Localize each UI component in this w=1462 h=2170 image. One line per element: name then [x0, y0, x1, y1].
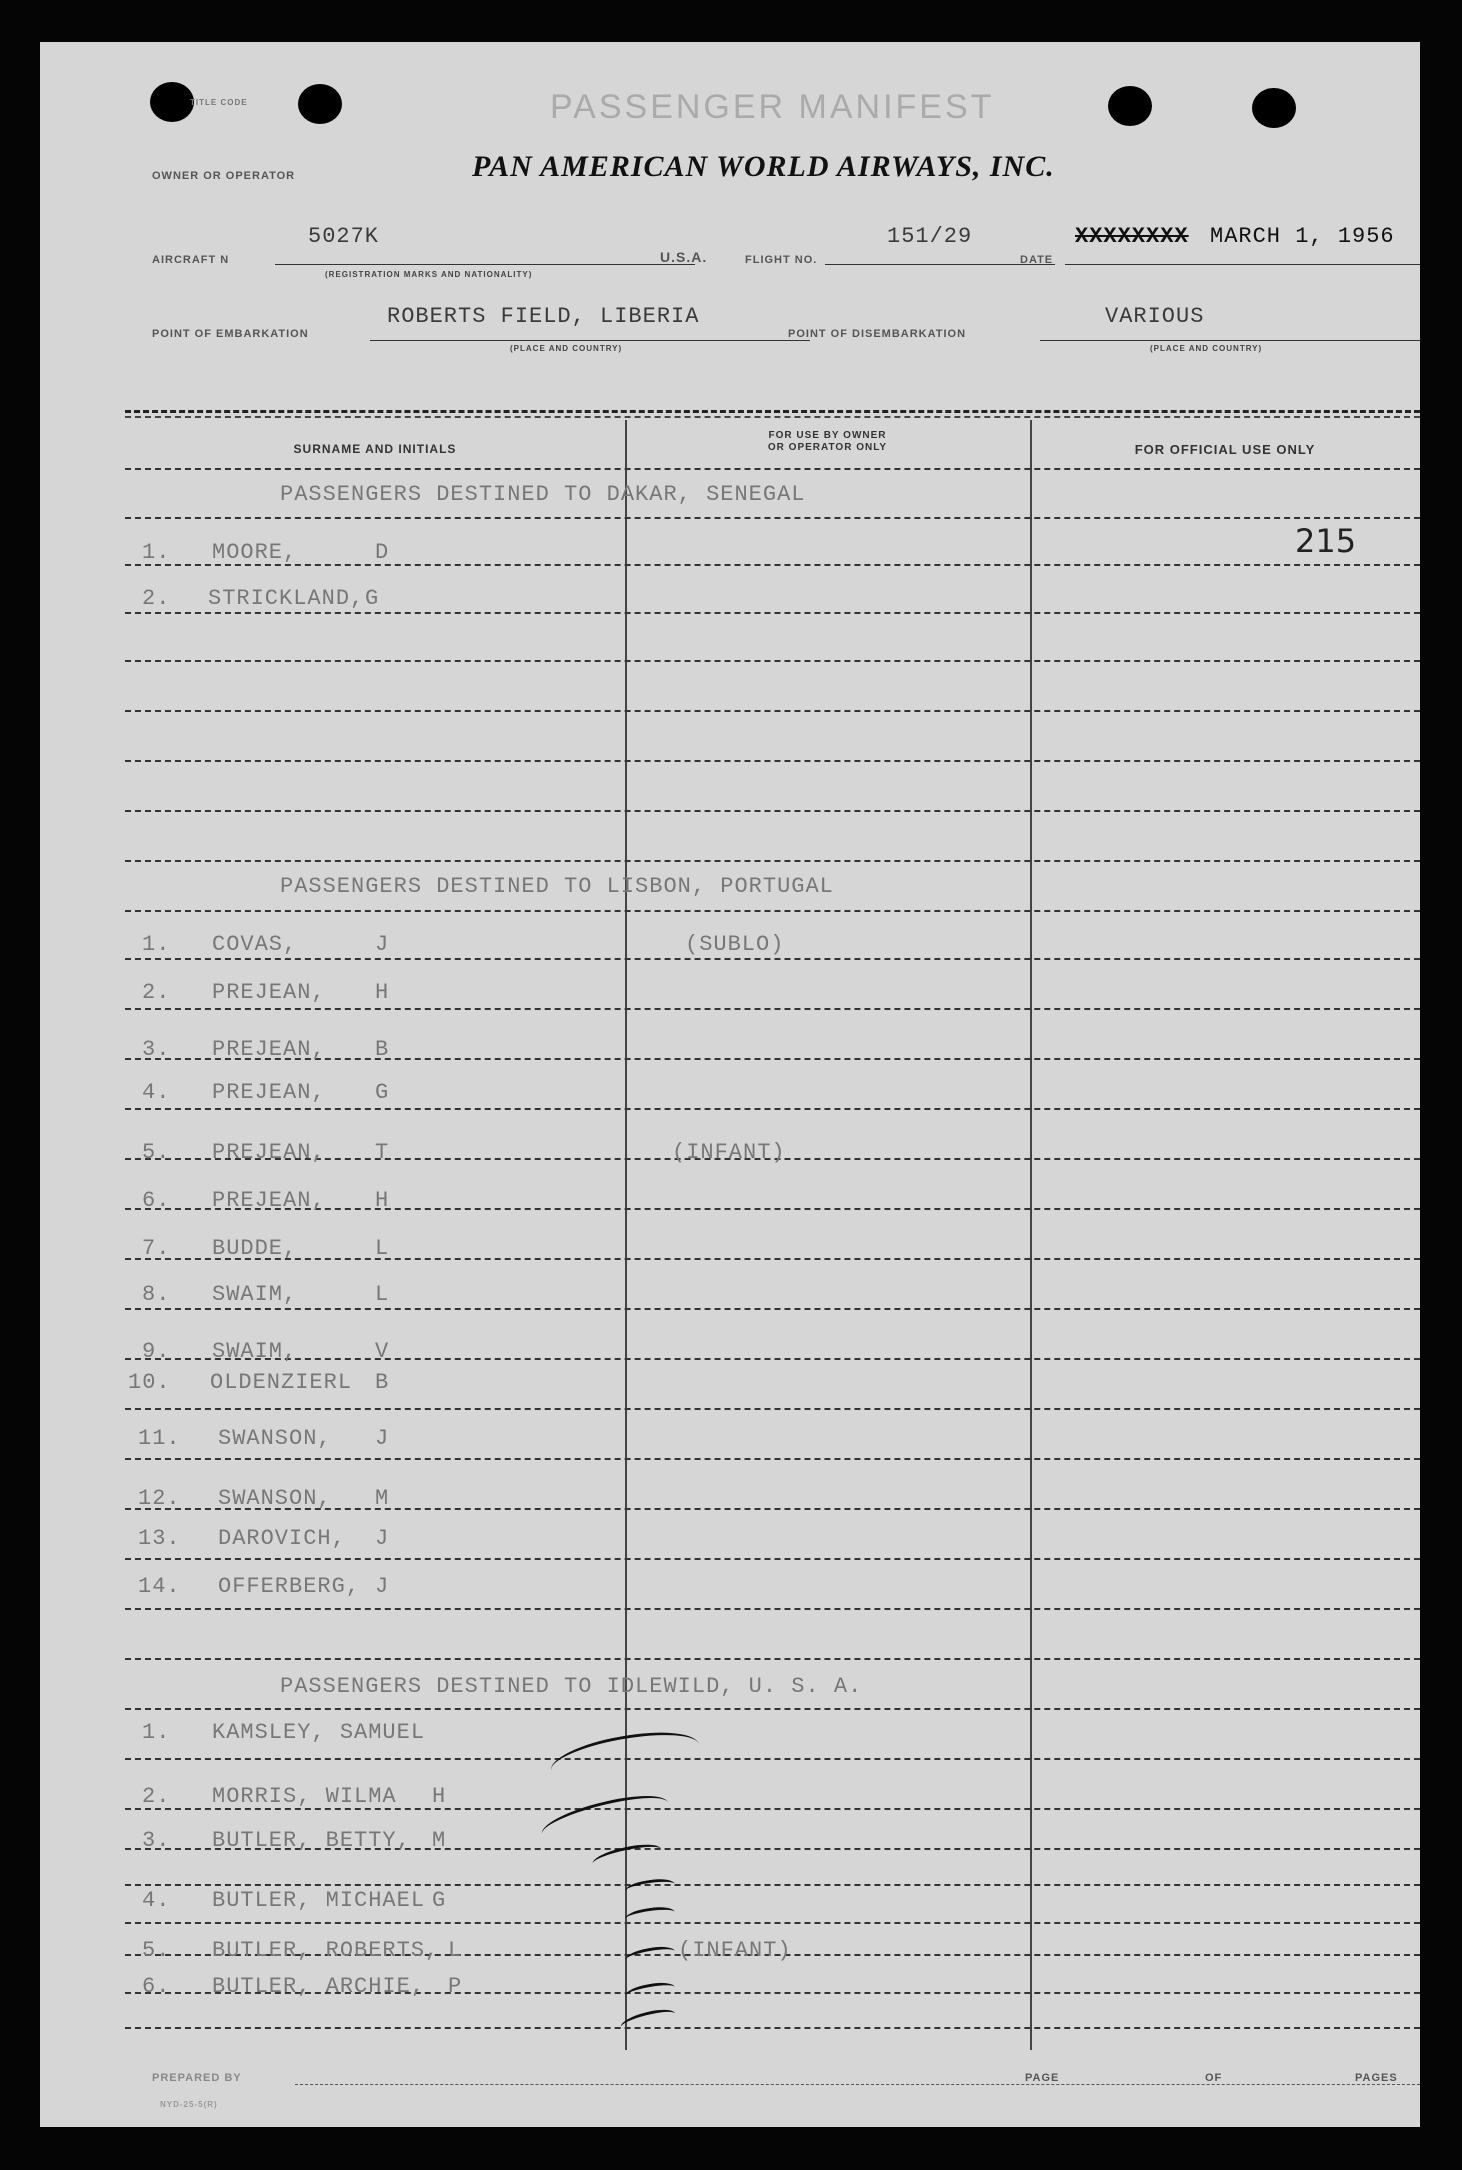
form-code: NYD-25-5(R)	[160, 2100, 218, 2109]
owner-name: PAN AMERICAN WORLD AIRWAYS, INC.	[472, 150, 1055, 183]
ruled-line	[125, 860, 1420, 862]
aircraft-underline	[275, 264, 695, 265]
passenger-num: 14.	[138, 1574, 181, 1599]
handwritten-check-mark	[591, 1840, 663, 1873]
passenger-num: 5.	[142, 1938, 171, 1963]
passenger-surname: STRICKLAND,	[208, 586, 365, 611]
punch-hole	[150, 82, 194, 122]
passenger-surname: SWAIM,	[212, 1339, 298, 1364]
embark-value: ROBERTS FIELD, LIBERIA	[387, 304, 700, 329]
passenger-surname: PREJEAN,	[212, 1080, 326, 1105]
ruled-line	[125, 810, 1420, 812]
passenger-initial: L	[448, 1938, 463, 1963]
passenger-num: 5.	[142, 1140, 171, 1165]
embark-note: (PLACE AND COUNTRY)	[510, 344, 623, 353]
passenger-initial: P	[448, 1974, 463, 1999]
page-label: PAGE	[1025, 2072, 1060, 2084]
ruled-line	[125, 1008, 1420, 1010]
disembark-underline	[1040, 340, 1420, 341]
section-heading-dakar: PASSENGERS DESTINED TO DAKAR, SENEGAL	[280, 482, 806, 507]
pages-label: PAGES	[1355, 2072, 1398, 2084]
ruled-line	[125, 517, 1420, 519]
passenger-num: 4.	[142, 1080, 171, 1105]
passenger-initial: H	[432, 1784, 447, 1809]
ruled-line	[125, 1458, 1420, 1460]
col-header-official: FOR OFFICIAL USE ONLY	[1134, 442, 1316, 457]
col-header-owner-2: OR OPERATOR ONLY	[767, 442, 888, 453]
passenger-num: 2.	[142, 586, 171, 611]
punch-hole	[1108, 86, 1152, 126]
passenger-num: 3.	[142, 1828, 171, 1853]
disembark-value: VARIOUS	[1105, 304, 1205, 329]
passenger-initial: G	[432, 1888, 447, 1913]
punch-hole	[1252, 88, 1296, 128]
ruled-line	[125, 1558, 1420, 1560]
section-heading-lisbon: PASSENGERS DESTINED TO LISBON, PORTUGAL	[280, 874, 834, 899]
ruled-line	[125, 1258, 1420, 1260]
handwritten-check-mark	[624, 1980, 676, 2003]
passenger-num: 4.	[142, 1888, 171, 1913]
handwritten-check-mark	[538, 1787, 672, 1850]
embark-label: POINT OF EMBARKATION	[152, 328, 309, 340]
ruled-line	[125, 1608, 1420, 1610]
passenger-surname: BUTLER, ROBERTS,	[212, 1938, 440, 1963]
passenger-initial: L	[375, 1236, 390, 1261]
passenger-surname: PREJEAN,	[212, 1140, 326, 1165]
passenger-surname: SWAIM,	[212, 1282, 298, 1307]
manifest-date: MARCH 1, 1956	[1210, 224, 1395, 249]
passenger-num: 7.	[142, 1236, 171, 1261]
passenger-initial: J	[375, 1574, 390, 1599]
passenger-surname: PREJEAN,	[212, 1188, 326, 1213]
ruled-line	[125, 1708, 1420, 1710]
passenger-note: (SUBLO)	[685, 932, 785, 957]
table-top-rule-2	[125, 416, 1420, 418]
passenger-num: 1.	[142, 540, 171, 565]
aircraft-label: AIRCRAFT N	[152, 254, 230, 266]
passenger-initial: J	[375, 932, 390, 957]
passenger-num: 6.	[142, 1974, 171, 1999]
passenger-num: 2.	[142, 980, 171, 1005]
column-divider	[1030, 420, 1032, 2050]
footer-rule	[295, 2084, 1420, 2085]
passenger-surname: COVAS,	[212, 932, 298, 957]
date-label: DATE	[1020, 254, 1054, 266]
passenger-initial: H	[375, 1188, 390, 1213]
passenger-num: 1.	[142, 1720, 171, 1745]
passenger-num: 1.	[142, 932, 171, 957]
owner-label: OWNER OR OPERATOR	[152, 170, 296, 182]
passenger-initial: G	[365, 586, 380, 611]
passenger-initial: V	[375, 1339, 390, 1364]
official-number: 215	[1295, 522, 1357, 560]
ruled-line	[125, 1658, 1420, 1660]
ruled-line	[125, 910, 1420, 912]
col-header-owner-1: FOR USE BY OWNER	[768, 430, 887, 441]
passenger-num: 10.	[128, 1370, 171, 1395]
country-label: U.S.A.	[660, 249, 708, 265]
passenger-initial: H	[375, 980, 390, 1005]
handwritten-check-mark	[624, 1944, 676, 1967]
date-underline	[1065, 264, 1420, 265]
handwritten-check-mark	[619, 2005, 677, 2035]
ruled-line	[125, 760, 1420, 762]
ruled-line	[125, 2027, 1420, 2029]
aircraft-number: 5027K	[308, 224, 380, 249]
header-rule	[125, 468, 1420, 470]
flight-number: 151/29	[887, 224, 973, 249]
passenger-initial: B	[375, 1037, 390, 1062]
passenger-initial: J	[375, 1526, 390, 1551]
passenger-surname: BUTLER, ARCHIE,	[212, 1974, 426, 1999]
passenger-surname: SWANSON,	[218, 1486, 332, 1511]
ruled-line	[125, 1408, 1420, 1410]
ruled-line	[125, 612, 1420, 614]
passenger-num: 11.	[138, 1426, 181, 1451]
passenger-num: 13.	[138, 1526, 181, 1551]
passenger-initial: B	[375, 1370, 390, 1395]
passenger-initial: T	[375, 1140, 390, 1165]
form-title: PASSENGER MANIFEST	[550, 88, 995, 126]
passenger-surname: DAROVICH,	[218, 1526, 346, 1551]
passenger-initial: M	[432, 1828, 447, 1853]
ruled-line	[125, 1922, 1420, 1924]
ruled-line	[125, 564, 1420, 566]
disembark-note: (PLACE AND COUNTRY)	[1150, 344, 1263, 353]
passenger-surname: KAMSLEY, SAMUEL	[212, 1720, 426, 1745]
passenger-surname: MORRIS, WILMA	[212, 1784, 397, 1809]
ruled-line	[125, 1758, 1420, 1760]
passenger-num: 8.	[142, 1282, 171, 1307]
passenger-surname: OFFERBERG,	[218, 1574, 361, 1599]
passenger-num: 6.	[142, 1188, 171, 1213]
flight-label: FLIGHT NO.	[745, 254, 818, 266]
embark-underline	[370, 340, 810, 341]
passenger-surname: OLDENZIERL	[210, 1370, 353, 1395]
date-struck: XXXXXXXX	[1075, 224, 1189, 249]
ruled-line	[125, 1108, 1420, 1110]
prepared-by-label: PREPARED BY	[152, 2072, 242, 2084]
passenger-initial: M	[375, 1486, 390, 1511]
passenger-initial: G	[375, 1080, 390, 1105]
passenger-surname: BUTLER, BETTY,	[212, 1828, 411, 1853]
passenger-num: 3.	[142, 1037, 171, 1062]
manifest-paper	[40, 42, 1420, 2127]
passenger-initial: J	[375, 1426, 390, 1451]
ruled-line	[125, 1308, 1420, 1310]
section-heading-idlewild: PASSENGERS DESTINED TO IDLEWILD, U. S. A.	[280, 1674, 863, 1699]
passenger-initial: L	[375, 1282, 390, 1307]
passenger-note: (INFANT)	[672, 1140, 786, 1165]
passenger-num: 12.	[138, 1486, 181, 1511]
passenger-surname: BUDDE,	[212, 1236, 298, 1261]
faint-stamp: TITLE CODE	[190, 98, 248, 107]
punch-hole	[298, 84, 342, 124]
passenger-initial: D	[375, 540, 390, 565]
ruled-line	[125, 958, 1420, 960]
disembark-label: POINT OF DISEMBARKATION	[788, 328, 967, 340]
registration-note: (REGISTRATION MARKS AND NATIONALITY)	[325, 270, 533, 279]
passenger-num: 9.	[142, 1339, 171, 1364]
table-top-rule	[125, 410, 1420, 413]
passenger-surname: BUTLER, MICHAEL	[212, 1888, 426, 1913]
of-label: OF	[1205, 2072, 1223, 2084]
handwritten-check-mark	[624, 1877, 676, 1899]
ruled-line	[125, 660, 1420, 662]
passenger-num: 2.	[142, 1784, 171, 1809]
ruled-line	[125, 1884, 1420, 1886]
passenger-note: (INFANT)	[678, 1938, 792, 1963]
col-header-surname: SURNAME AND INITIALS	[293, 442, 457, 456]
passenger-surname: MOORE,	[212, 540, 298, 565]
passenger-surname: PREJEAN,	[212, 1037, 326, 1062]
passenger-surname: PREJEAN,	[212, 980, 326, 1005]
ruled-line	[125, 710, 1420, 712]
passenger-surname: SWANSON,	[218, 1426, 332, 1451]
ruled-line	[125, 1358, 1420, 1360]
